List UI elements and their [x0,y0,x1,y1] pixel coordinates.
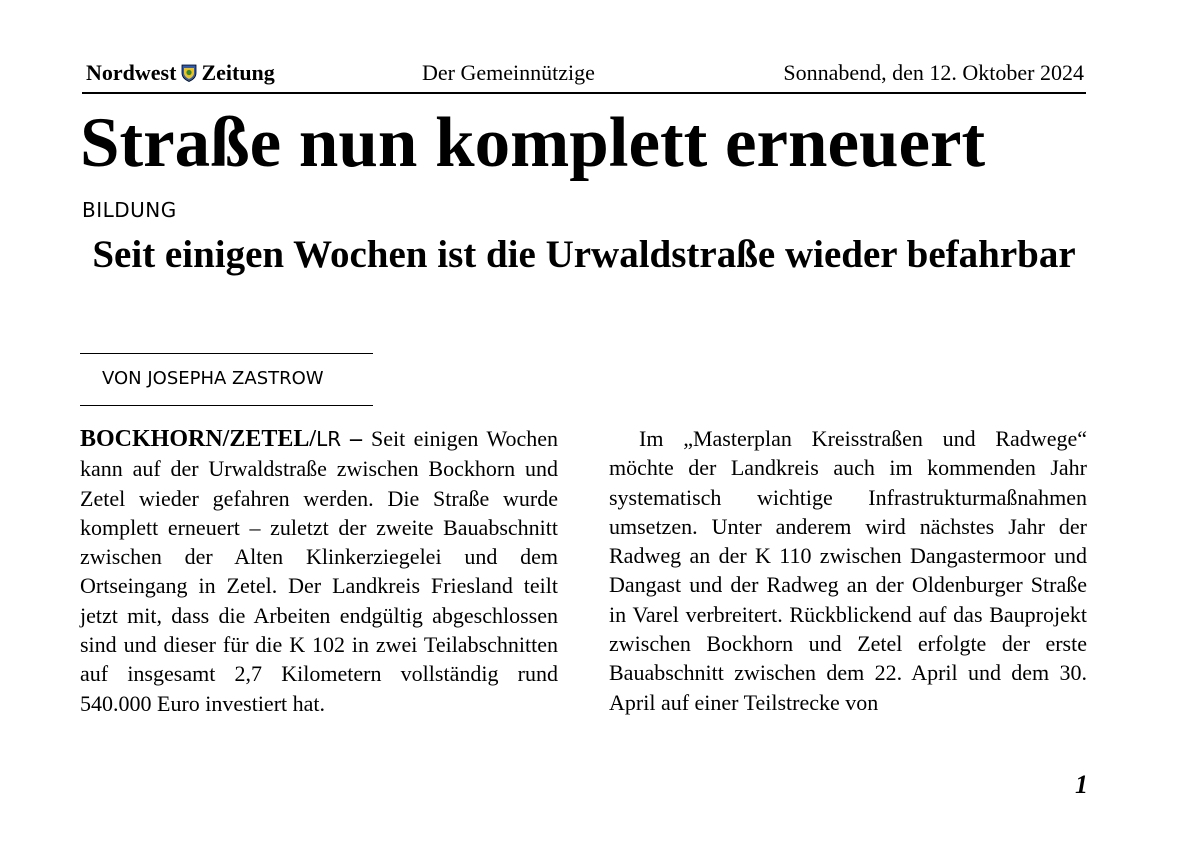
masthead [82,58,1086,94]
dateline-dash: – [341,426,371,452]
dateline-place: BOCKHORN/ZETEL/ [80,426,317,452]
article-rubric: BILDUNG [82,198,177,222]
dateline-agency: LR [316,427,342,451]
page-number: 1 [1075,770,1088,799]
byline-box [80,353,373,406]
newspaper-brand [86,60,275,86]
section-name: Der Gemeinnützige [422,60,595,85]
article-body-left: Seit einigen Wochen kann auf der Urwaldstraße zwischen Bockhorn und Zetel wieder gefahren werden. Die Straße wurde komplett erneuert – zuletzt der zweite Bauabschnitt zwischen der Alten Klinkerziegelei und dem Ortseingang in Zetel. Der Landkreis Friesland teilt jetzt mit, dass die Arbeiten endgültig abgeschlossen sind und dieser für die K 102 in zwei Teilabschnitten auf insgesamt 2,7 Kilometern vollständig rund 540.000 Euro investiert hat. [80,426,558,716]
article-byline: VON JOSEPHA ZASTROW [102,368,324,389]
article-column-left [80,424,558,718]
brand-name-left: Nordwest [86,60,177,85]
article-dateline [80,426,371,452]
article-column-right [609,424,1087,717]
issue-date: Sonnabend, den 12. Oktober 2024 [783,60,1084,85]
article-paragraph-left [80,424,558,718]
coat-of-arms-icon [181,64,197,82]
article-body-right: Im „Masterplan Kreisstraßen und Radwege“ möchte der Landkreis auch im kommenden Jahr systematisch wichtige Infrastrukturmaßnahmen umsetzen. Unter anderem wird nächstes Jahr der Radweg an der K 110 zwischen Dangastermoor und Dangast und der Radweg an der Oldenburger Straße in Varel verbreitert. Rückblickend auf das Bauprojekt zwischen Bockhorn und Zetel erfolgte der erste Bauabschnitt zwischen dem 22. April und dem 30. April auf einer Teilstrecke von [609,426,1087,715]
brand-name-right: Zeitung [201,60,275,85]
article-subheadline: Seit einigen Wochen ist die Urwaldstraße wieder befahrbar [92,233,1076,276]
article-headline: Straße nun komplett erneuert [80,104,986,182]
